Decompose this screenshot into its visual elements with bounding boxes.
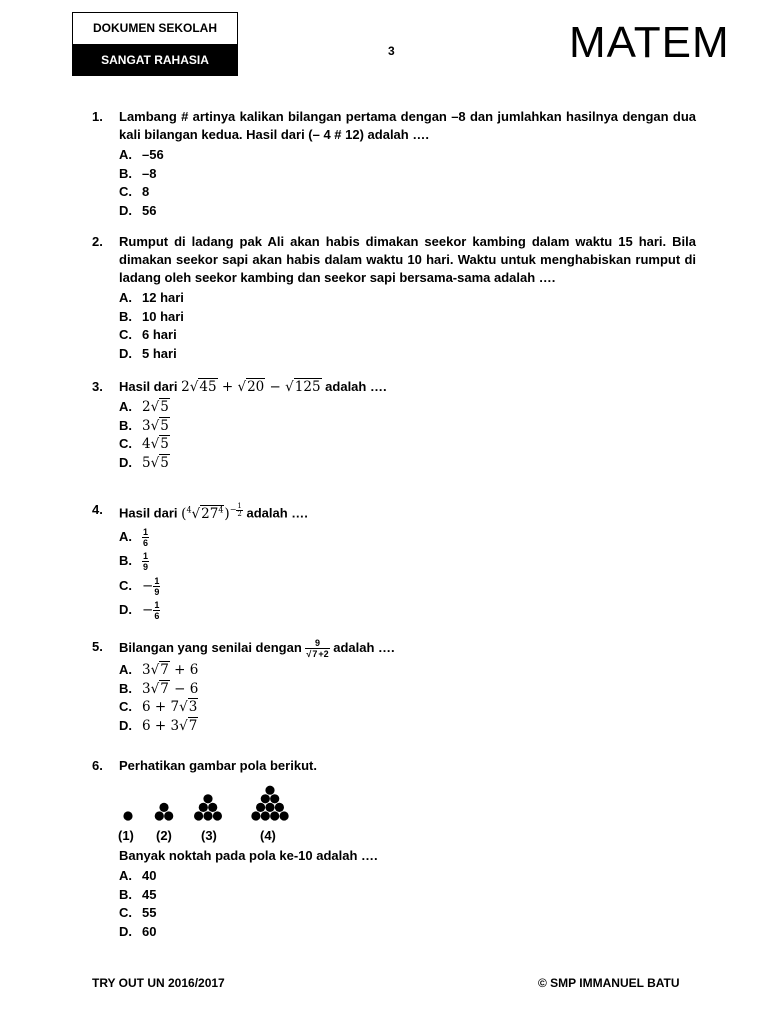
- question-number: 4.: [92, 502, 103, 517]
- question-number: 1.: [92, 109, 103, 124]
- pattern-dot: [256, 803, 265, 812]
- option-a: A. 12 hari: [119, 290, 184, 305]
- option-d: D. − $\frac{1}{6}$: [119, 600, 160, 622]
- pattern-dot: [123, 811, 132, 820]
- pattern-dot: [280, 811, 289, 820]
- question-4: [92, 501, 696, 623]
- option-a: A. 40: [119, 868, 157, 883]
- footer-school-label: © SMP IMMANUEL BATU: [538, 976, 680, 990]
- question-2: [92, 233, 696, 363]
- pattern-dot: [261, 811, 270, 820]
- pattern-dot: [261, 794, 270, 803]
- pattern-dot: [199, 803, 208, 812]
- question-number: 6.: [92, 758, 103, 773]
- option-d: D. 6 + 3√7: [119, 717, 198, 734]
- question-6-continued: [92, 847, 696, 941]
- pattern-dot: [275, 803, 284, 812]
- option-c: C. 4√5: [119, 436, 169, 452]
- footer-exam-label: TRY OUT UN 2016/2017: [92, 976, 225, 990]
- pattern-dot: [213, 811, 222, 820]
- pattern-2: [155, 803, 174, 821]
- option-a: A. 2√5: [119, 399, 169, 415]
- pattern-dot: [270, 811, 279, 820]
- option-list: [119, 398, 696, 472]
- pattern-label-3: (3): [201, 828, 217, 843]
- option-list: [119, 146, 696, 220]
- question-6: [92, 757, 696, 775]
- question-text: Lambang # artinya kalikan bilangan pertama dengan –8 dan jumlahkan hasilnya dengan dua kali bilangan kedua. Hasil dari (– 4 # 12) adalah ….: [119, 109, 696, 142]
- option-c: C. 8: [119, 184, 150, 199]
- question-number: 5.: [92, 639, 103, 654]
- option-a: A. 3√7 + 6: [119, 662, 199, 678]
- question-number: 2.: [92, 234, 103, 249]
- question-1: [92, 108, 696, 220]
- pattern-label-2: (2): [156, 828, 172, 843]
- fraction-expression: $\frac{9}{√7+2}$: [306, 638, 329, 659]
- option-b: B. –8: [119, 165, 157, 181]
- pattern-label-4: (4): [260, 828, 276, 843]
- document-label: DOKUMEN SEKOLAH: [73, 13, 237, 45]
- option-b: B. 3√5: [119, 417, 169, 434]
- option-b: B. 45: [119, 886, 157, 902]
- question-text: Hasil dari 2√45 + √20 − √125 adalah ….: [119, 379, 387, 395]
- question-3: [92, 378, 696, 472]
- document-label-box: [72, 12, 238, 76]
- question-text: Perhatikan gambar pola berikut.: [119, 758, 317, 773]
- subject-title: MATEM: [569, 18, 730, 67]
- pattern-1: [123, 811, 132, 820]
- pattern-dot: [159, 803, 168, 812]
- question-5: [92, 638, 696, 735]
- option-a: A. –56: [119, 147, 164, 162]
- option-list: [119, 867, 696, 941]
- option-c: C. 6 + 7√3: [119, 699, 198, 715]
- pattern-dot: [265, 786, 274, 795]
- option-d: D. 5√5: [119, 454, 169, 471]
- option-d: D. 56: [119, 202, 157, 218]
- option-b: B. $\frac{1}{9}$: [119, 551, 149, 573]
- pattern-dot: [155, 811, 164, 820]
- page-number: 3: [388, 44, 395, 58]
- pattern-label-1: (1): [118, 828, 134, 843]
- secret-label: SANGAT RAHASIA: [73, 45, 237, 76]
- question-text: Bilangan yang senilai dengan $\frac{9}{√7+2}$ adalah ….: [119, 638, 395, 659]
- dot-pattern-figure: [116, 780, 306, 824]
- option-b: B. 10 hari: [119, 308, 184, 324]
- pattern-dot: [194, 811, 203, 820]
- question-subtext: Banyak noktah pada pola ke-10 adalah ….: [119, 848, 378, 863]
- question-text: Hasil dari $(^4√27^4)^{- \frac{1}{2}}$ adalah ….: [119, 501, 308, 522]
- pattern-dot: [203, 794, 212, 803]
- option-d: D. 5 hari: [119, 345, 177, 361]
- option-list: [119, 289, 696, 363]
- option-list: [119, 525, 696, 623]
- pattern-dot: [203, 811, 212, 820]
- option-c: C. − $\frac{1}{9}$: [119, 575, 160, 597]
- pattern-dot: [270, 794, 279, 803]
- pattern-dot: [164, 811, 173, 820]
- option-list: [119, 661, 696, 735]
- pattern-dot: [208, 803, 217, 812]
- question-number: 3.: [92, 379, 103, 394]
- power-expression: $(^4√27^4)^{- \frac{1}{2}}$: [181, 501, 242, 522]
- question-text: Rumput di ladang pak Ali akan habis dimakan seekor kambing dalam waktu 15 hari. Bila dimakan seekor sapi akan habis dalam waktu 10 hari. Waktu untuk menghabiskan rumput di ladang oleh seekor kambing dan seekor sapi bersama-sama adalah ….: [119, 234, 696, 285]
- pattern-dot: [251, 811, 260, 820]
- option-d: D. 60: [119, 923, 157, 939]
- option-a: A. $\frac{1}{6}$: [119, 526, 149, 548]
- pattern-dot: [265, 803, 274, 812]
- pattern-3: [194, 794, 222, 820]
- radical-expression: 2√45 + √20 − √125: [181, 379, 321, 395]
- option-c: C. 55: [119, 905, 157, 920]
- option-b: B. 3√7 − 6: [119, 680, 199, 697]
- pattern-4: [251, 786, 288, 821]
- option-c: C. 6 hari: [119, 327, 177, 342]
